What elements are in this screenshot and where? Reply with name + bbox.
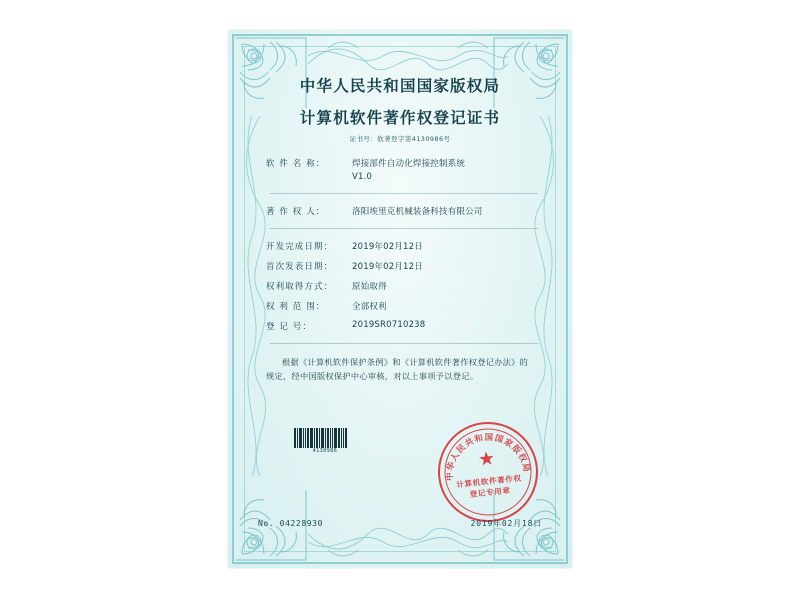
barcode — [294, 428, 356, 454]
issue-date: 2019年02月18日 — [470, 519, 542, 528]
field-value: 2019年02月12日 — [352, 262, 423, 272]
divider — [270, 343, 538, 344]
seal-star-icon: ★ — [477, 448, 497, 471]
svg-text:中华人民共和国国家版权局: 中华人民共和国国家版权局 — [444, 431, 533, 481]
ornament-edge-icon — [308, 526, 508, 560]
field-value: 全部权利 — [352, 302, 387, 312]
certificate-footer — [258, 518, 542, 529]
field-value: 2019SR0710238 — [352, 320, 426, 330]
certificate-content — [258, 74, 542, 384]
field-value: 洛阳埃里克机械装备科技有限公司 — [352, 207, 483, 217]
barcode-text: 4130986 — [312, 448, 338, 454]
field-row — [266, 320, 542, 332]
field-value-main: 焊接部件自动化焊接控制系统 — [352, 159, 466, 169]
official-seal — [433, 417, 543, 527]
barcode-bars — [294, 428, 356, 448]
field-row — [266, 280, 542, 292]
field-label: 权利取得方式： — [266, 282, 334, 292]
issuer-title: 中华人民共和国国家版权局 — [299, 77, 501, 95]
field-label: 登 记 号： — [266, 322, 313, 332]
field-label: 软 件 名 称： — [266, 159, 326, 169]
field-value: 2019年02月12日 — [352, 242, 423, 252]
field-label: 开发完成日期： — [266, 242, 334, 252]
field-value — [352, 157, 542, 182]
seal-line-2: 登记专用章 — [469, 485, 511, 500]
fields-list — [258, 157, 542, 344]
divider — [270, 228, 538, 229]
field-label: 权 利 范 围： — [266, 302, 326, 312]
seal-line-1: 计算机软件著作权 — [455, 473, 523, 490]
certificate — [228, 30, 572, 568]
legal-statement: 根据《计算机软件保护条例》和《计算机软件著作权登记办法》的规定，经中国版权保护中心审核，对以上事项予以登记。 — [266, 357, 529, 382]
ornament-edge-icon — [308, 38, 508, 72]
serial-number: No. 04228930 — [258, 519, 323, 528]
field-row — [266, 260, 542, 272]
field-row — [266, 240, 542, 252]
field-value: 原始取得 — [352, 282, 387, 292]
certificate-title: 计算机软件著作权登记证书 — [299, 109, 501, 127]
certificate-number-line: 证书号：软著登字第4130986号 — [349, 135, 451, 143]
field-label: 首次发表日期： — [266, 262, 334, 272]
field-value-sub: V1.0 — [352, 172, 373, 182]
field-label: 著 作 权 人： — [266, 207, 326, 217]
field-row — [266, 157, 542, 182]
divider — [270, 193, 538, 194]
field-row — [266, 205, 542, 217]
field-row — [266, 300, 542, 312]
